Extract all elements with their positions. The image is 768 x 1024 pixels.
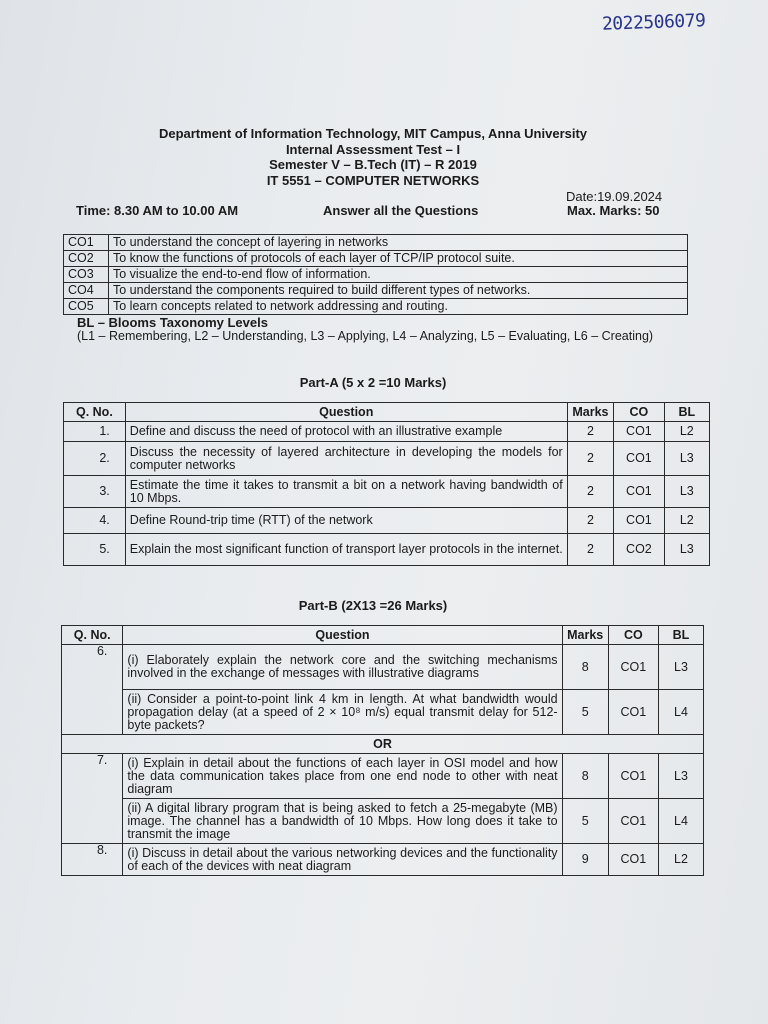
bl: L4 bbox=[658, 799, 703, 844]
co: CO1 bbox=[608, 754, 658, 799]
max-marks: Max. Marks: 50 bbox=[567, 203, 660, 218]
co-text: To know the functions of protocols of each layer of TCP/IP protocol suite. bbox=[109, 251, 688, 267]
course-outcomes-table bbox=[63, 234, 688, 315]
co-text: To understand the concept of layering in networks bbox=[109, 235, 688, 251]
bl: L2 bbox=[664, 508, 709, 534]
table-row bbox=[64, 476, 710, 508]
exam-time: Time: 8.30 AM to 10.00 AM bbox=[76, 203, 239, 218]
bl: L4 bbox=[658, 690, 703, 735]
bl: L2 bbox=[658, 844, 703, 876]
qno: 6. bbox=[62, 645, 123, 735]
co-row bbox=[64, 267, 688, 283]
co: CO1 bbox=[614, 422, 664, 442]
co-code: CO1 bbox=[64, 235, 109, 251]
co-code: CO3 bbox=[64, 267, 109, 283]
part-b-table bbox=[61, 625, 704, 876]
question-text: Estimate the time it takes to transmit a bit on a network having bandwidth of 10 Mbps. bbox=[125, 476, 567, 508]
co-row bbox=[64, 299, 688, 315]
co: CO1 bbox=[608, 844, 658, 876]
co-text: To learn concepts related to network addressing and routing. bbox=[109, 299, 688, 315]
marks: 8 bbox=[562, 754, 608, 799]
part-a-title: Part-A (5 x 2 =10 Marks) bbox=[299, 375, 447, 390]
instruction: Answer all the Questions bbox=[323, 203, 479, 218]
marks: 8 bbox=[562, 645, 608, 690]
qno: 2. bbox=[64, 442, 126, 476]
col-marks: Marks bbox=[567, 403, 613, 422]
question-text: (ii) Consider a point-to-point link 4 km in length. At what bandwidth would propagation delay (at a speed of 2 × 10⁸ m/s) equal transmit delay for 512-byte packets? bbox=[123, 690, 562, 735]
col-bl: BL bbox=[664, 403, 709, 422]
marks: 9 bbox=[562, 844, 608, 876]
co: CO1 bbox=[608, 690, 658, 735]
co-code: CO2 bbox=[64, 251, 109, 267]
col-bl: BL bbox=[658, 626, 703, 645]
question-text: Define Round-trip time (RTT) of the network bbox=[125, 508, 567, 534]
bl: L3 bbox=[658, 754, 703, 799]
co-text: To visualize the end-to-end flow of information. bbox=[109, 267, 688, 283]
marks: 5 bbox=[562, 799, 608, 844]
co-row bbox=[64, 251, 688, 267]
co-code: CO5 bbox=[64, 299, 109, 315]
exam-date: Date:19.09.2024 bbox=[566, 189, 663, 204]
co: CO1 bbox=[608, 645, 658, 690]
question-text: Define and discuss the need of protocol with an illustrative example bbox=[125, 422, 567, 442]
question-text: (i) Discuss in detail about the various networking devices and the functionality of each of the devices with neat diagram bbox=[123, 844, 562, 876]
table-row bbox=[62, 690, 704, 735]
bl: L3 bbox=[664, 442, 709, 476]
marks: 2 bbox=[567, 422, 613, 442]
bl-title: BL – Blooms Taxonomy Levels bbox=[77, 315, 268, 330]
marks: 2 bbox=[567, 508, 613, 534]
question-text: Discuss the necessity of layered architecture in developing the models for computer networks bbox=[125, 442, 567, 476]
course-line: IT 5551 – COMPUTER NETWORKS bbox=[266, 172, 480, 188]
co: CO2 bbox=[614, 534, 664, 566]
table-row bbox=[62, 645, 704, 690]
co-row bbox=[64, 235, 688, 251]
bl: L3 bbox=[664, 476, 709, 508]
marks: 2 bbox=[567, 534, 613, 566]
part-a-table bbox=[63, 402, 710, 566]
qno: 7. bbox=[62, 754, 123, 844]
co: CO1 bbox=[608, 799, 658, 844]
bl: L3 bbox=[664, 534, 709, 566]
table-row bbox=[62, 754, 704, 799]
co-row bbox=[64, 283, 688, 299]
marks: 5 bbox=[562, 690, 608, 735]
col-qno: Q. No. bbox=[62, 626, 123, 645]
question-text: Explain the most significant function of transport layer protocols in the internet. bbox=[125, 534, 567, 566]
qno: 8. bbox=[62, 844, 123, 876]
bl-description: (L1 – Remembering, L2 – Understanding, L3 – Applying, L4 – Analyzing, L5 – Evaluating, L6 – Creating) bbox=[77, 329, 654, 343]
marks: 2 bbox=[567, 476, 613, 508]
part-b-title: Part-B (2X13 =26 Marks) bbox=[298, 598, 448, 613]
table-header-row bbox=[64, 403, 710, 422]
question-text: (ii) A digital library program that is being asked to fetch a 25-megabyte (MB) image. The channel has a bandwidth of 10 Mbps. How long does it take to transmit the image bbox=[123, 799, 562, 844]
table-row bbox=[64, 442, 710, 476]
table-row bbox=[64, 534, 710, 566]
table-row bbox=[64, 422, 710, 442]
department-line: Department of Information Technology, MIT Campus, Anna University bbox=[158, 126, 588, 141]
co-code: CO4 bbox=[64, 283, 109, 299]
semester-line: Semester V – B.Tech (IT) – R 2019 bbox=[269, 157, 477, 172]
or-row bbox=[62, 735, 704, 754]
co: CO1 bbox=[614, 476, 664, 508]
marks: 2 bbox=[567, 442, 613, 476]
co-text: To understand the components required to build different types of networks. bbox=[109, 283, 688, 299]
bl: L3 bbox=[658, 645, 703, 690]
col-co: CO bbox=[608, 626, 658, 645]
qno: 3. bbox=[64, 476, 126, 508]
question-text: (i) Explain in detail about the functions of each layer in OSI model and how the data communication takes place from one end node to other with neat diagram bbox=[123, 754, 562, 799]
table-header-row bbox=[62, 626, 704, 645]
qno: 1. bbox=[64, 422, 126, 442]
qno: 4. bbox=[64, 508, 126, 534]
bl: L2 bbox=[664, 422, 709, 442]
or-label: OR bbox=[62, 735, 704, 754]
col-question: Question bbox=[123, 626, 562, 645]
exam-header bbox=[0, 126, 746, 188]
co: CO1 bbox=[614, 442, 664, 476]
col-question: Question bbox=[125, 403, 567, 422]
question-text: (i) Elaborately explain the network core and the switching mechanisms involved in the exchange of messages with illustrative diagrams bbox=[123, 645, 562, 690]
col-co: CO bbox=[614, 403, 664, 422]
table-row bbox=[64, 508, 710, 534]
handwritten-roll-number: 2022506079 bbox=[601, 10, 706, 35]
col-marks: Marks bbox=[562, 626, 608, 645]
test-name-line: Internal Assessment Test – I bbox=[285, 141, 461, 157]
table-row bbox=[62, 844, 704, 876]
col-qno: Q. No. bbox=[64, 403, 126, 422]
table-row bbox=[62, 799, 704, 844]
qno: 5. bbox=[64, 534, 126, 566]
co: CO1 bbox=[614, 508, 664, 534]
